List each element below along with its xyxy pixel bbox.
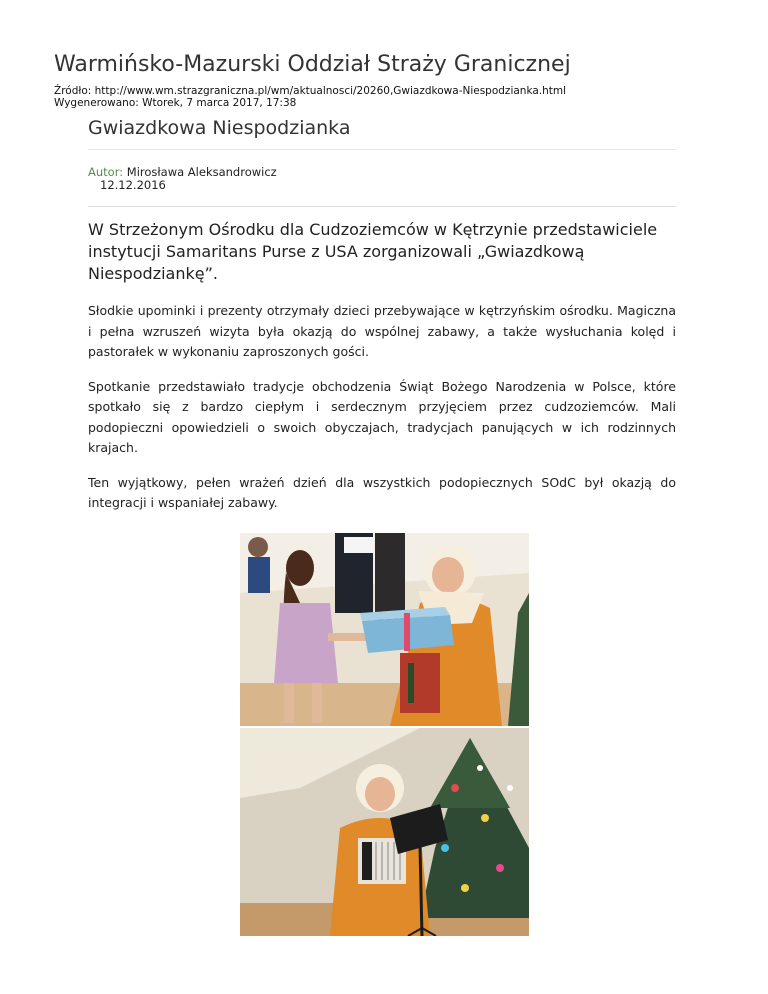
generated-line: Wygenerowano: Wtorek, 7 marca 2017, 17:38: [54, 97, 297, 109]
article-paragraph-3: Ten wyjątkowy, pełen wrażeń dzień dla wszystkich podopiecznych SOdC był okazją do integracji i wspaniałej zabawy.: [88, 474, 676, 510]
photo-gift-giving: [240, 533, 529, 726]
article-lead: W Strzeżonym Ośrodku dla Cudzoziemców w Kętrzynie przedstawiciele instytucji Samaritans Purse z USA zorganizowali „Gwiazdkową Niespodziankę”.: [88, 220, 658, 283]
source-line: Źródło: http://www.wm.strazgraniczna.pl/wm/aktualnosci/20260,Gwiazdkowa-Niespodzianka.html: [54, 85, 567, 97]
site-title: Warmińsko-Mazurski Oddział Straży Granicznej: [54, 52, 571, 77]
divider: [88, 206, 676, 207]
article-paragraph-1: Słodkie upominki i prezenty otrzymały dzieci przebywające w kętrzyńskim ośrodku. Magiczna i pełna wzruszeń wizyta była okazją do wspólnej zabawy, a także wysłuchania kolęd i pastorałek w wykonaniu zaproszonych gości.: [88, 303, 676, 359]
document-meta: [54, 85, 566, 109]
author-name: Mirosława Aleksandrowicz: [126, 165, 277, 179]
article-title: Gwiazdkowa Niespodzianka: [88, 116, 676, 150]
photo-accordion-player: [240, 728, 529, 936]
article: [88, 116, 676, 514]
byline: [88, 166, 676, 179]
article-date: 12.12.2016: [100, 178, 166, 192]
author-label: Autor:: [88, 165, 124, 179]
article-paragraph-2: Spotkanie przedstawiało tradycje obchodzenia Świąt Bożego Narodzenia w Polsce, które spotkało się z bardzo ciepłym i serdecznym przyjęciem przez cudzoziemców. Mali podopieczni opowiedzieli o swoich obyczajach, tradycjach panujących w ich rodzinnych krajach.: [88, 378, 676, 455]
